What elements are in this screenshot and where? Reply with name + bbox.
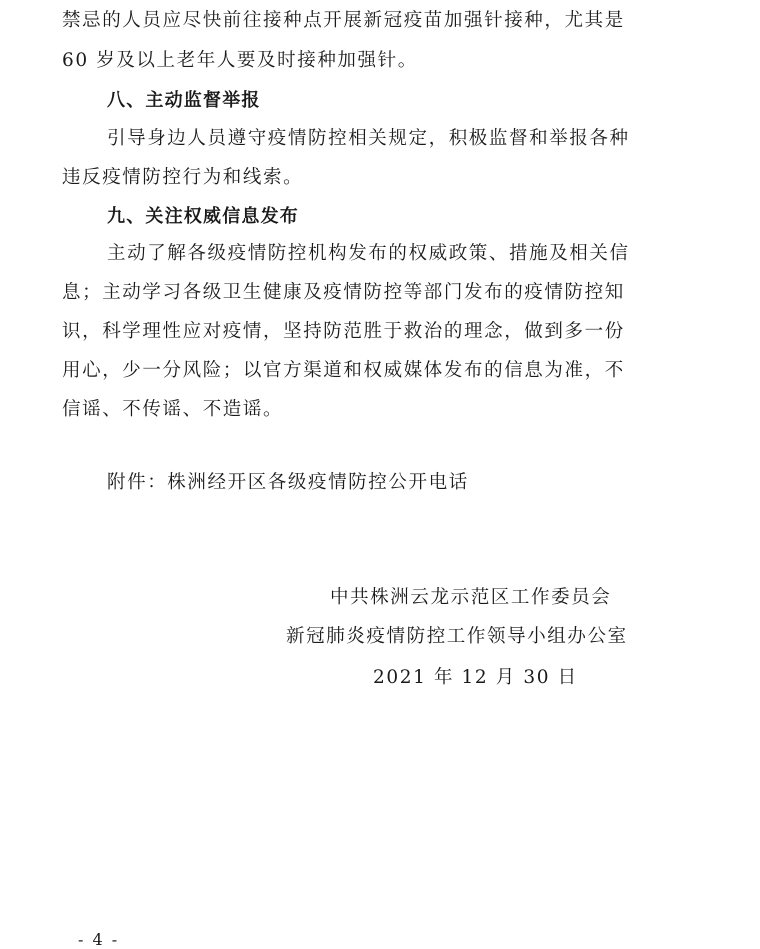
section-heading-9: 九、关注权威信息发布 — [107, 206, 299, 227]
paragraph-line: 用心，少一分风险；以官方渠道和权威媒体发布的信息为准，不 — [62, 360, 625, 381]
paragraph-line: 信谣、不传谣、不造谣。 — [62, 399, 284, 420]
paragraph-line: 违反疫情防控行为和线索。 — [62, 167, 304, 188]
page-number: - 4 - — [78, 930, 120, 949]
attachment-note: 附件：株洲经开区各级疫情防控公开电话 — [107, 472, 469, 493]
paragraph-line: 主动了解各级疫情防控机构发布的权威政策、措施及相关信 — [107, 243, 630, 264]
section-heading-8: 八、主动监督举报 — [107, 90, 261, 111]
paragraph-line: 识，科学理性应对疫情，坚持防范胜于救治的理念，做到多一份 — [62, 321, 625, 342]
signature-org-office: 新冠肺炎疫情防控工作领导小组办公室 — [286, 626, 628, 647]
signature-date: 2021 年 12 月 30 日 — [373, 667, 578, 688]
paragraph-line: 息；主动学习各级卫生健康及疫情防控等部门发布的疫情防控知 — [62, 282, 625, 303]
signature-org-committee: 中共株洲云龙示范区工作委员会 — [330, 587, 612, 608]
paragraph-line: 禁忌的人员应尽快前往接种点开展新冠疫苗加强针接种，尤其是 — [62, 10, 625, 31]
paragraph-line: 60 岁及以上老年人要及时接种加强针。 — [62, 50, 418, 71]
paragraph-line: 引导身边人员遵守疫情防控相关规定，积极监督和举报各种 — [107, 128, 630, 149]
